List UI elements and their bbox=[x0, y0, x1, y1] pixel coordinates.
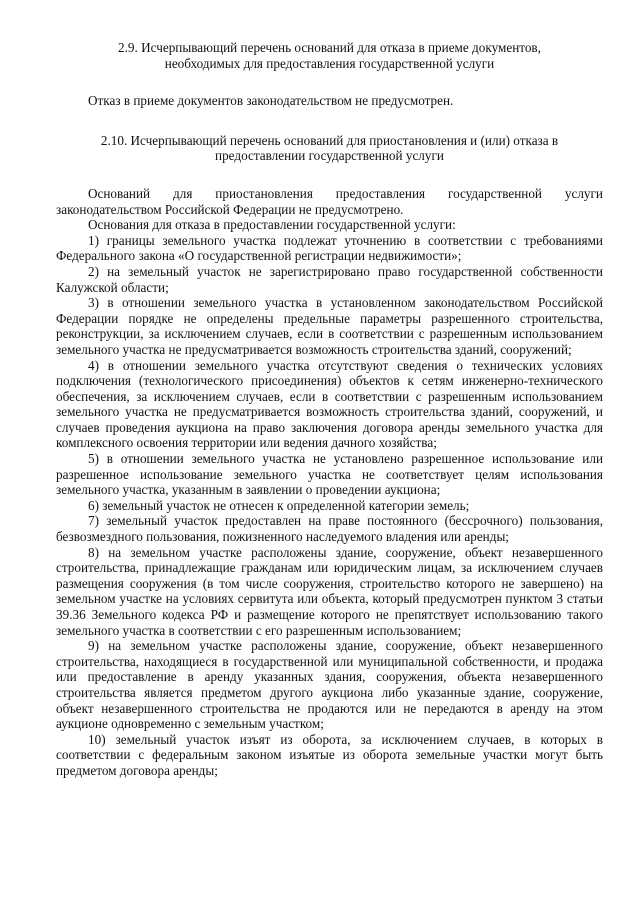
document-page bbox=[56, 40, 603, 779]
list-item: 5) в отношении земельного участка не установлено разрешенное использование или разрешенное использование земельного участка не соответствует целям использования земельного участка, указанным в заявлении о проведении аукциона; bbox=[56, 451, 603, 498]
section-2-10-heading: 2.10. Исчерпывающий перечень оснований для приостановления и (или) отказа в предоставлении государственной услуги bbox=[100, 132, 559, 164]
spacer bbox=[56, 164, 603, 186]
spacer bbox=[56, 71, 603, 93]
suspension-intro: Оснований для приостановления предоставления государственной услуги законодательством Российской Федерации не предусмотрено. bbox=[56, 185, 603, 217]
list-item: 2) на земельный участок не зарегистрировано право государственной собственности Калужской области; bbox=[56, 263, 603, 295]
list-item: 1) границы земельного участка подлежат уточнению в соответствии с требованиями Федерального закона «О государственной регистрации недвижимости»; bbox=[56, 232, 603, 264]
list-item: 8) на земельном участке расположены здание, сооружение, объект незавершенного строительства, принадлежащие гражданам или юридическим лицам, за исключением случаев размещения сооружения (в том числе сооружения, строительство которого не завершено) на земельном участке на условиях сервитута или объекта, который предусмотрен пунктом 3 статьи 39.36 Земельного кодекса РФ и размещение которого не препятствует использованию такого земельного участка в соответствии с его разрешенным использованием; bbox=[56, 544, 603, 638]
list-item: 9) на земельном участке расположены здание, сооружение, объект незавершенного строительства, находящиеся в государственной или муниципальной собственности, и продажа или предоставление в аренду указанных здания, сооружения, объекта незавершенного строительства является предметом другого аукциона либо указанные здание, сооружение, объект незавершенного строительства не продаются или не передаются в аренду на этом аукционе одновременно с земельным участком; bbox=[56, 638, 603, 732]
list-item: 4) в отношении земельного участка отсутствуют сведения о технических условиях подключения (технологического присоединения) объектов к сетям инженерно-технического обеспечения, за исключением случаев, если в соответствии с разрешенным использованием земельного участка не предусматривается возможность строительства зданий, сооружений, и случаев проведения аукциона на право заключения договора аренды земельного участка для комплексного освоения территории или ведения дачного хозяйства; bbox=[56, 357, 603, 451]
list-item: 10) земельный участок изъят из оборота, за исключением случаев, в которых в соответствии с федеральным законом изъятые из оборота земельные участки могут быть предметом договора аренды; bbox=[56, 731, 603, 778]
list-item: 6) земельный участок не отнесен к определенной категории земель; bbox=[88, 497, 470, 513]
list-item: 3) в отношении земельного участка в установленном законодательством Российской Федерации порядке не определены предельные параметры разрешенного строительства, реконструкции, за исключением случаев, если в соответствии с разрешенным использованием земельного участка не предусматривается возможность строительства зданий, сооружений; bbox=[56, 295, 603, 357]
refusal-lead: Основания для отказа в предоставлении государственной услуги: bbox=[88, 217, 456, 233]
list-item: 7) земельный участок предоставлен на праве постоянного (бессрочного) пользования, безвозмездного пользования, пожизненного наследуемого владения или аренды; bbox=[56, 513, 603, 545]
section-2-9-text: Отказ в приеме документов законодательством не предусмотрен. bbox=[88, 93, 454, 109]
spacer bbox=[56, 109, 603, 133]
section-2-9-heading: 2.9. Исчерпывающий перечень оснований для отказа в приеме документов, необходимых для предоставления государственной услуги bbox=[118, 40, 541, 71]
